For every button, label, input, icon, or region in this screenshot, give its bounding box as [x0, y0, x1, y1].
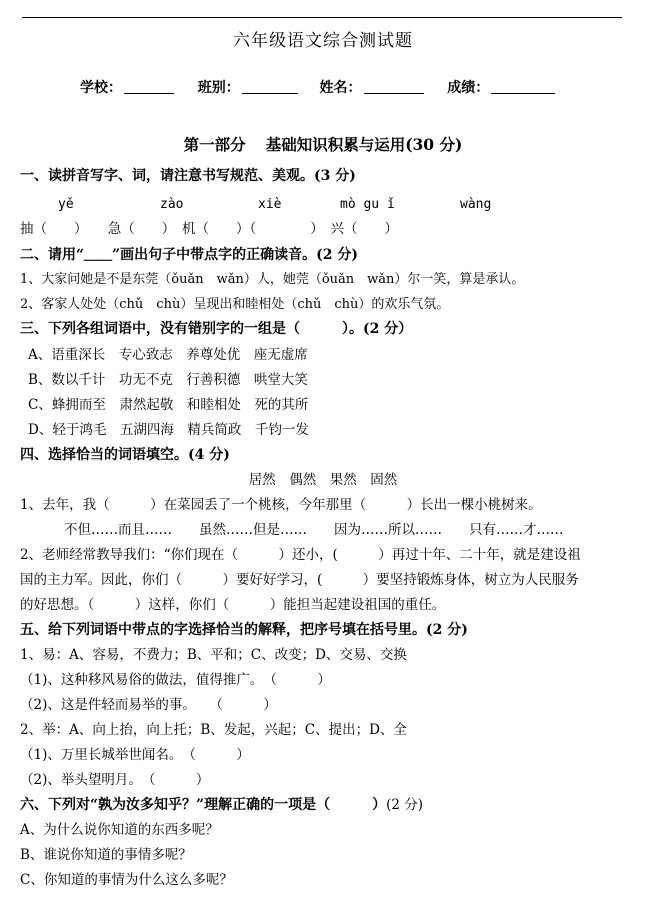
q1-pinyin-1: yě — [58, 197, 74, 212]
part-one-heading — [0, 133, 646, 155]
q1-pinyin-5: wàng — [460, 197, 492, 212]
q6-heading: 六、下列对“孰为汝多知乎？”理解正确的一项是（ ） — [20, 797, 387, 813]
q4-line-3: 国的主力军。因此，你们（ ）要好好学习，( ）要坚持锻炼身体，树立为人民服务 — [20, 572, 579, 588]
q6-points: (2 分) — [386, 797, 424, 813]
q3-option-d: D、轻于鸿毛 五湖四海 精兵简政 千钧一发 — [28, 422, 309, 438]
q3-option-a: A、语重深长 专心致志 养尊处优 座无虚席 — [28, 347, 308, 363]
q5-line-2: （1)、这种移风易俗的做法，值得推广。 （ ） — [20, 672, 331, 688]
q3-heading: 三、下列各组词语中，没有错别字的一组是（ ）。(2 分） — [20, 321, 413, 337]
q2-line-1: 1、大家问她是不是东莞（ǒuǎn wǎn）人，她莞（ǒuǎn wǎn）尔一笑，算是承认。 — [20, 272, 525, 287]
q2-line-2: 2、客家人处处（chǔ chù）呈现出和睦相处（chǔ chù）的欢乐气氛。 — [20, 297, 450, 312]
page-title: 六年级语文综合测试题 — [233, 31, 413, 51]
school-blank[interactable] — [124, 79, 174, 94]
q1-pinyin-2: zào — [160, 197, 184, 212]
q4-heading: 四、选择恰当的词语填空。(4 分) — [20, 447, 230, 463]
q5-heading: 五、给下列词语中带点的字选择恰当的解释，把序号填在括号里。(2 分) — [20, 622, 468, 638]
q1-items: 抽（ ） 急（ ） 机（ ）（ ） 兴（ ） — [20, 221, 398, 237]
part-one-label: 第一部分 — [183, 135, 246, 154]
q4-conjunction-bank: 不但……而且…… 虽然……但是…… 因为……所以…… 只有……才…… — [64, 522, 564, 538]
score-label: 成绩： — [447, 80, 490, 96]
q2-heading: 二、请用“＿＿”画出句子中带点字的正确读音。(2 分) — [20, 247, 358, 263]
q6-option-c: C、你知道的事情为什么这么多呢？ — [20, 872, 233, 888]
student-info-row — [80, 77, 555, 97]
q5-line-5: （1)、万里长城举世闻名。 （ ） — [20, 747, 250, 763]
school-label: 学校： — [80, 80, 122, 96]
score-blank[interactable] — [491, 79, 555, 94]
q4-word-bank: 居然 偶然 果然 固然 — [248, 472, 398, 488]
q1-pinyin-4: mò gu ǐ — [340, 197, 395, 212]
part-one-title: 基础知识积累与运用(30 分) — [265, 135, 463, 154]
q3-option-b: B、数以千计 功无不克 行善积德 哄堂大笑 — [28, 372, 308, 388]
q4-line-1: 1、去年，我（ ）在菜园丢了一个桃核，今年那里（ ）长出一棵小桃树来。 — [20, 497, 542, 513]
q6-option-a: A、为什么说你知道的东西多呢？ — [20, 822, 219, 838]
class-blank[interactable] — [242, 79, 298, 94]
q6-option-b: B、谁说你知道的事情多呢？ — [20, 847, 192, 863]
q5-line-4: 2、举：A、向上抬，向上托；B、发起，兴起；C、提出；D、全 — [20, 722, 407, 738]
q6-heading-row — [20, 795, 423, 815]
name-label: 姓名： — [319, 80, 362, 96]
q4-line-4: 的好思想。（ ）这样，你们（ ）能担当起建设祖国的重任。 — [20, 597, 446, 613]
name-blank[interactable] — [364, 79, 424, 94]
q5-line-6: （2)、举头望明月。 （ ） — [20, 772, 210, 788]
class-label: 班别： — [197, 80, 240, 96]
q5-line-3: （2)、这是件轻而易举的事。 （ ） — [20, 697, 277, 713]
top-rule — [22, 17, 622, 18]
q4-line-2: 2、老师经常教导我们：“你们现在（ ）还小，( ）再过十年、二十年，就是建设祖 — [20, 547, 581, 563]
q3-option-c: C、蜂拥而至 肃然起敬 和睦相处 死的其所 — [28, 397, 309, 413]
q5-line-1: 1、易：A、容易，不费力；B、平和；C、改变；D、交易、交换 — [20, 647, 407, 663]
q1-pinyin-3: xiè — [258, 197, 282, 212]
q1-heading: 一、读拼音写字、词，请注意书写规范、美观。(3 分) — [20, 168, 356, 184]
